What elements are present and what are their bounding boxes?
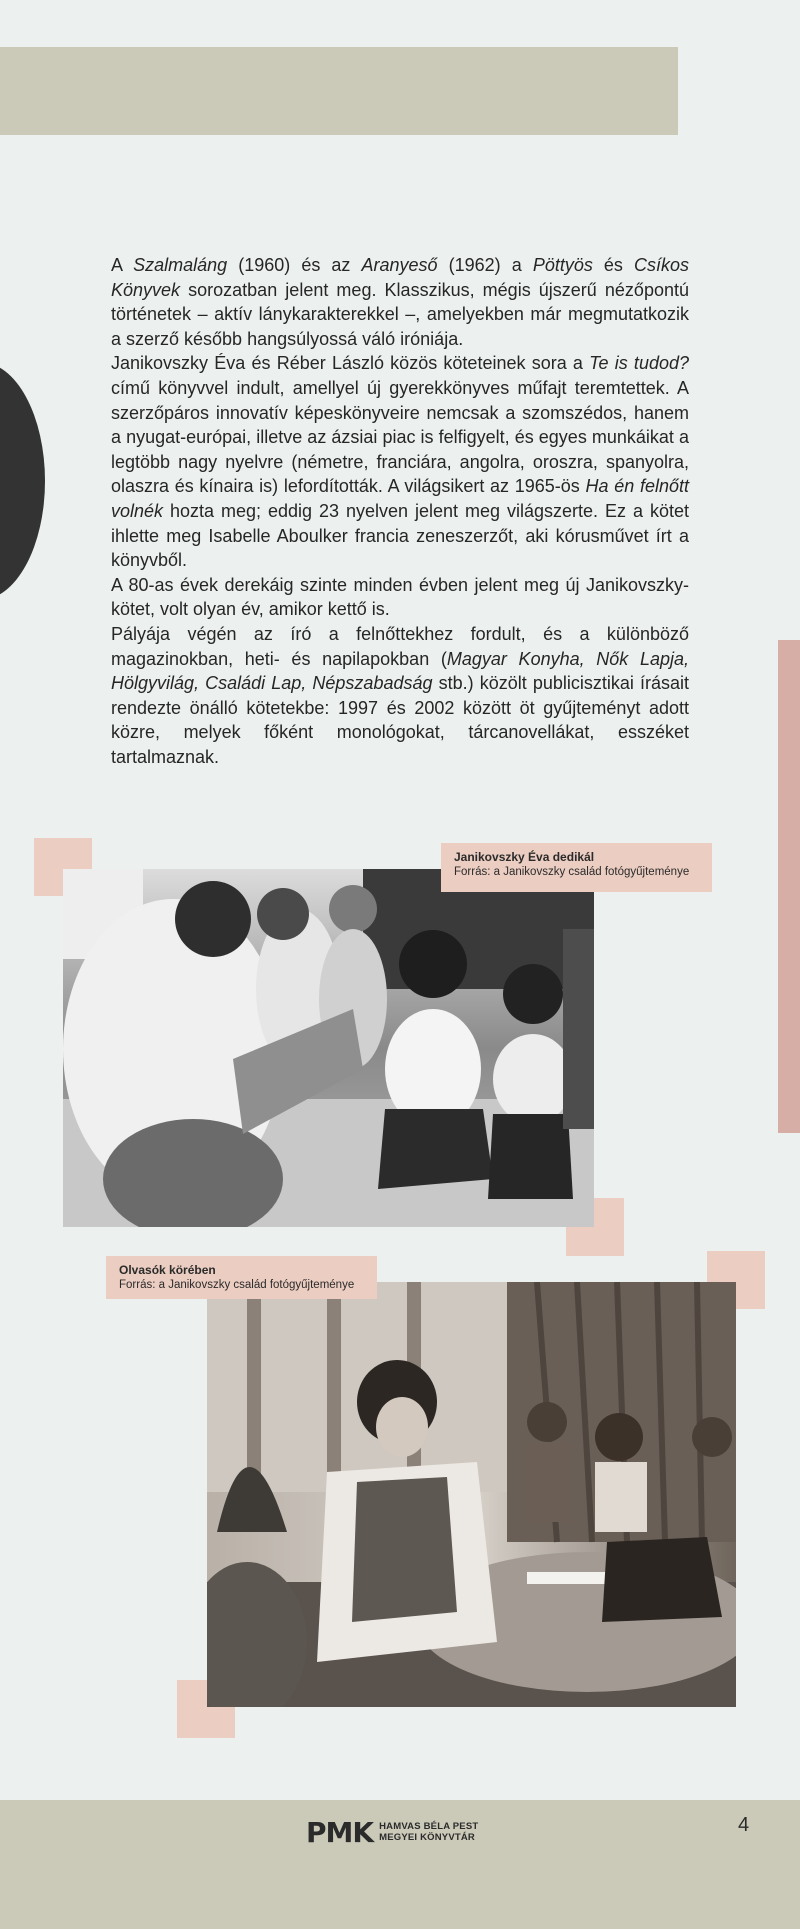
photo-dedication-image	[63, 869, 594, 1227]
logo-mark: PMK	[306, 1815, 374, 1849]
paragraph-2: Janikovszky Éva és Réber László közös köteteinek sora a Te is tudod? című könyvvel indult, amellyel új gyerekkönyves műfajt teremtettek. A szerzőpáros innovatív képeskönyveire nemcsak a szomszédos, hanem a nyugat-európai, illetve az ázsiai piac is felfigyelt, és egyes munkáikat a legtöbb nagy nyelvre (németre, franciára, angolra, oroszra, spanyolra, olaszra és kínaira is) lefordították. A világsikert az 1965-ös Ha én felnőtt volnék hozta meg; eddig 23 nyelven jelent meg világszerte. Ez a kötet ihlette meg Isabelle Aboulker francia zeneszerzőt, aki kórusművet írt a könyvből.	[111, 353, 689, 571]
logo-line-1: HAMVAS BÉLA PEST	[379, 1821, 479, 1832]
decorative-half-circle	[0, 362, 45, 600]
photo1-caption-title: Janikovszky Éva dedikál	[454, 850, 595, 864]
photo-readers	[207, 1282, 736, 1707]
top-header-band	[0, 47, 678, 135]
article-body	[111, 253, 689, 769]
page-number: 4	[738, 1814, 750, 1836]
library-logo	[306, 1814, 478, 1850]
photo1-caption-source: Forrás: a Janikovszky család fotógyűjteménye	[454, 866, 690, 878]
logo-text	[379, 1821, 478, 1843]
decorative-side-bar	[778, 640, 800, 1133]
logo-line-2: MEGYEI KÖNYVTÁR	[379, 1832, 475, 1843]
paragraph-3: A 80-as évek derekáig szinte minden évben jelent meg új Janikovszky-kötet, volt olyan év, amikor kettő is.	[111, 574, 689, 620]
paragraph-4: Pályája végén az író a felnőttekhez fordult, és a különböző magazinokban, heti- és napilapokban (Magyar Konyha, Nők Lapja, Hölgyvilág, Családi Lap, Népszabadság stb.) közölt publicisztikai írásait rendezte önálló kötetekbe: 1997 és 2002 között öt gyűjteményt adott közre, melyek főként monológokat, tárcanovellákat, esszéket tartalmaznak.	[111, 623, 689, 767]
photo1-caption	[441, 843, 712, 892]
photo-dedication	[63, 869, 594, 1227]
photo2-caption-source: Forrás: a Janikovszky család fotógyűjteménye	[119, 1279, 355, 1291]
photo2-caption	[106, 1256, 377, 1299]
photo-readers-image	[207, 1282, 736, 1707]
photo2-caption-title: Olvasók körében	[119, 1263, 216, 1277]
paragraph-1: A Szalmaláng (1960) és az Aranyeső (1962) a Pöttyös és Csíkos Könyvek sorozatban jelent meg. Klasszikus, mégis újszerű nézőpontú történetek – aktív lánykarakterekkel –, amelyekben már megmutatkozik a szerző később hangsúlyossá váló iróniája.	[111, 255, 690, 349]
